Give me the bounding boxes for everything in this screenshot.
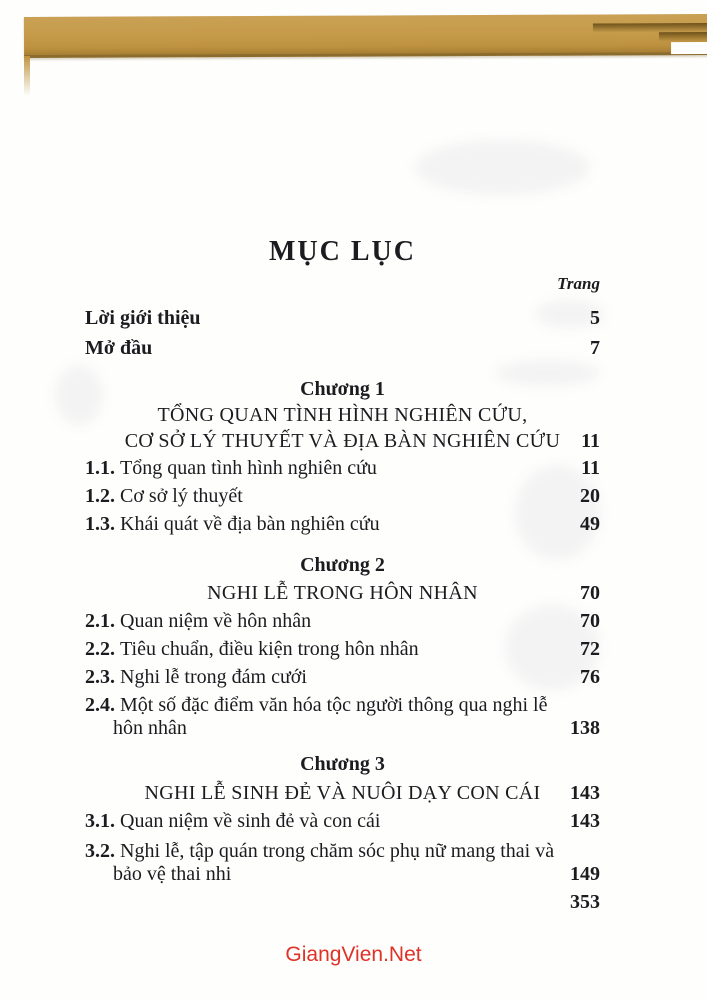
entry-page-number: 7 bbox=[590, 337, 600, 359]
entry-number: 2.2. bbox=[85, 638, 115, 660]
entry-page-number: 20 bbox=[580, 485, 600, 507]
entry-label: Lời giới thiệu bbox=[85, 307, 201, 329]
toc-entry-mo-dau bbox=[85, 337, 600, 360]
entry-label bbox=[85, 666, 307, 689]
watermark-text: GiangVien.Net bbox=[285, 943, 422, 966]
entry-page-number: 76 bbox=[580, 666, 600, 688]
entry-page-number: 149 bbox=[570, 863, 600, 885]
entry-number: 1.1. bbox=[85, 457, 115, 479]
toc-entry-2-3 bbox=[85, 666, 600, 689]
toc-entry-2-1 bbox=[85, 610, 600, 633]
toc-entry-3-1 bbox=[85, 810, 600, 833]
entry-label: Mở đầu bbox=[85, 337, 153, 359]
cover-step-shadow bbox=[659, 32, 707, 41]
entry-page-number: 70 bbox=[580, 610, 600, 632]
entry-number: 2.3. bbox=[85, 666, 115, 688]
entry-number: 2.4. bbox=[85, 694, 115, 716]
chapter-2-heading: Chương 2 bbox=[300, 554, 385, 576]
chapter-title-line: CƠ SỞ LÝ THUYẾT VÀ ĐỊA BÀN NGHIÊN CỨU bbox=[124, 430, 561, 452]
entry-text: bảo vệ thai nhi bbox=[113, 863, 232, 885]
entry-text: Cơ sở lý thuyết bbox=[120, 485, 243, 507]
entry-page-number: 11 bbox=[581, 457, 600, 479]
chapter-page-number: 70 bbox=[580, 582, 600, 604]
entry-text: Khái quát về địa bàn nghiên cứu bbox=[120, 513, 380, 535]
entry-page-number: 138 bbox=[570, 717, 600, 739]
chapter-page-number: 11 bbox=[581, 430, 600, 452]
entry-label-line-1 bbox=[85, 840, 600, 863]
entry-text: Một số đặc điểm văn hóa tộc người thông qua nghi lễ bbox=[120, 694, 548, 716]
entry-page-number: 72 bbox=[580, 638, 600, 660]
chapter-1-title bbox=[85, 402, 600, 454]
chapter-title-line: NGHI LỄ TRONG HÔN NHÂN bbox=[207, 582, 478, 604]
chapter-3-title bbox=[85, 780, 600, 806]
entry-page-number: 49 bbox=[580, 513, 600, 535]
chapter-1-heading: Chương 1 bbox=[300, 378, 385, 400]
page-title: MỤC LỤC bbox=[269, 236, 416, 267]
toc-entry-1-1 bbox=[85, 457, 600, 480]
chapter-3-heading: Chương 3 bbox=[300, 753, 385, 775]
entry-text: Tiêu chuẩn, điều kiện trong hôn nhân bbox=[120, 638, 419, 660]
entry-number: 3.1. bbox=[85, 810, 115, 832]
toc-entry-1-3 bbox=[85, 513, 600, 536]
entry-text: Nghi lễ, tập quán trong chăm sóc phụ nữ mang thai và bbox=[120, 840, 555, 862]
entry-number: 3.2. bbox=[85, 840, 115, 862]
entry-label bbox=[85, 810, 380, 833]
entry-text: Quan niệm về sinh đẻ và con cái bbox=[120, 810, 381, 832]
toc-entry-2-2 bbox=[85, 638, 600, 661]
chapter-title-line: TỔNG QUAN TÌNH HÌNH NGHIÊN CỨU, bbox=[157, 404, 528, 426]
entry-label bbox=[85, 638, 419, 661]
entry-number: 1.3. bbox=[85, 513, 115, 535]
chapter-page-number: 143 bbox=[570, 782, 600, 804]
entry-number: 1.2. bbox=[85, 485, 115, 507]
entry-number: 2.1. bbox=[85, 610, 115, 632]
chapter-2-title bbox=[85, 580, 600, 606]
toc-content bbox=[85, 0, 600, 914]
toc-entry-3-2 bbox=[85, 840, 600, 886]
cover-step-shadow bbox=[593, 23, 707, 33]
entry-page-number: 143 bbox=[570, 810, 600, 832]
entry-text: Quan niệm về hôn nhân bbox=[120, 610, 312, 632]
entry-label bbox=[85, 485, 243, 508]
entry-label-line-2 bbox=[85, 863, 600, 886]
entry-label bbox=[85, 610, 311, 633]
entry-label-line-2 bbox=[85, 717, 600, 740]
entry-text: hôn nhân bbox=[113, 717, 187, 739]
toc-entry-1-2 bbox=[85, 485, 600, 508]
toc-entry-2-4 bbox=[85, 694, 600, 740]
entry-label-line-1 bbox=[85, 694, 600, 717]
entry-page-number: 5 bbox=[590, 307, 600, 329]
toc-entry-loi-gioi-thieu bbox=[85, 307, 600, 330]
entry-label bbox=[85, 457, 377, 480]
book-cover-edge-corner bbox=[24, 56, 30, 96]
page-column-label: Trang bbox=[557, 274, 600, 293]
entry-text: Tổng quan tình hình nghiên cứu bbox=[120, 457, 377, 479]
entry-text: Nghi lễ trong đám cưới bbox=[120, 666, 307, 688]
chapter-title-line: NGHI LỄ SINH ĐẺ VÀ NUÔI DẠY CON CÁI bbox=[144, 782, 541, 804]
cover-corner-notch bbox=[671, 42, 707, 54]
entry-label bbox=[85, 513, 380, 536]
book-page-number: 353 bbox=[570, 891, 600, 913]
